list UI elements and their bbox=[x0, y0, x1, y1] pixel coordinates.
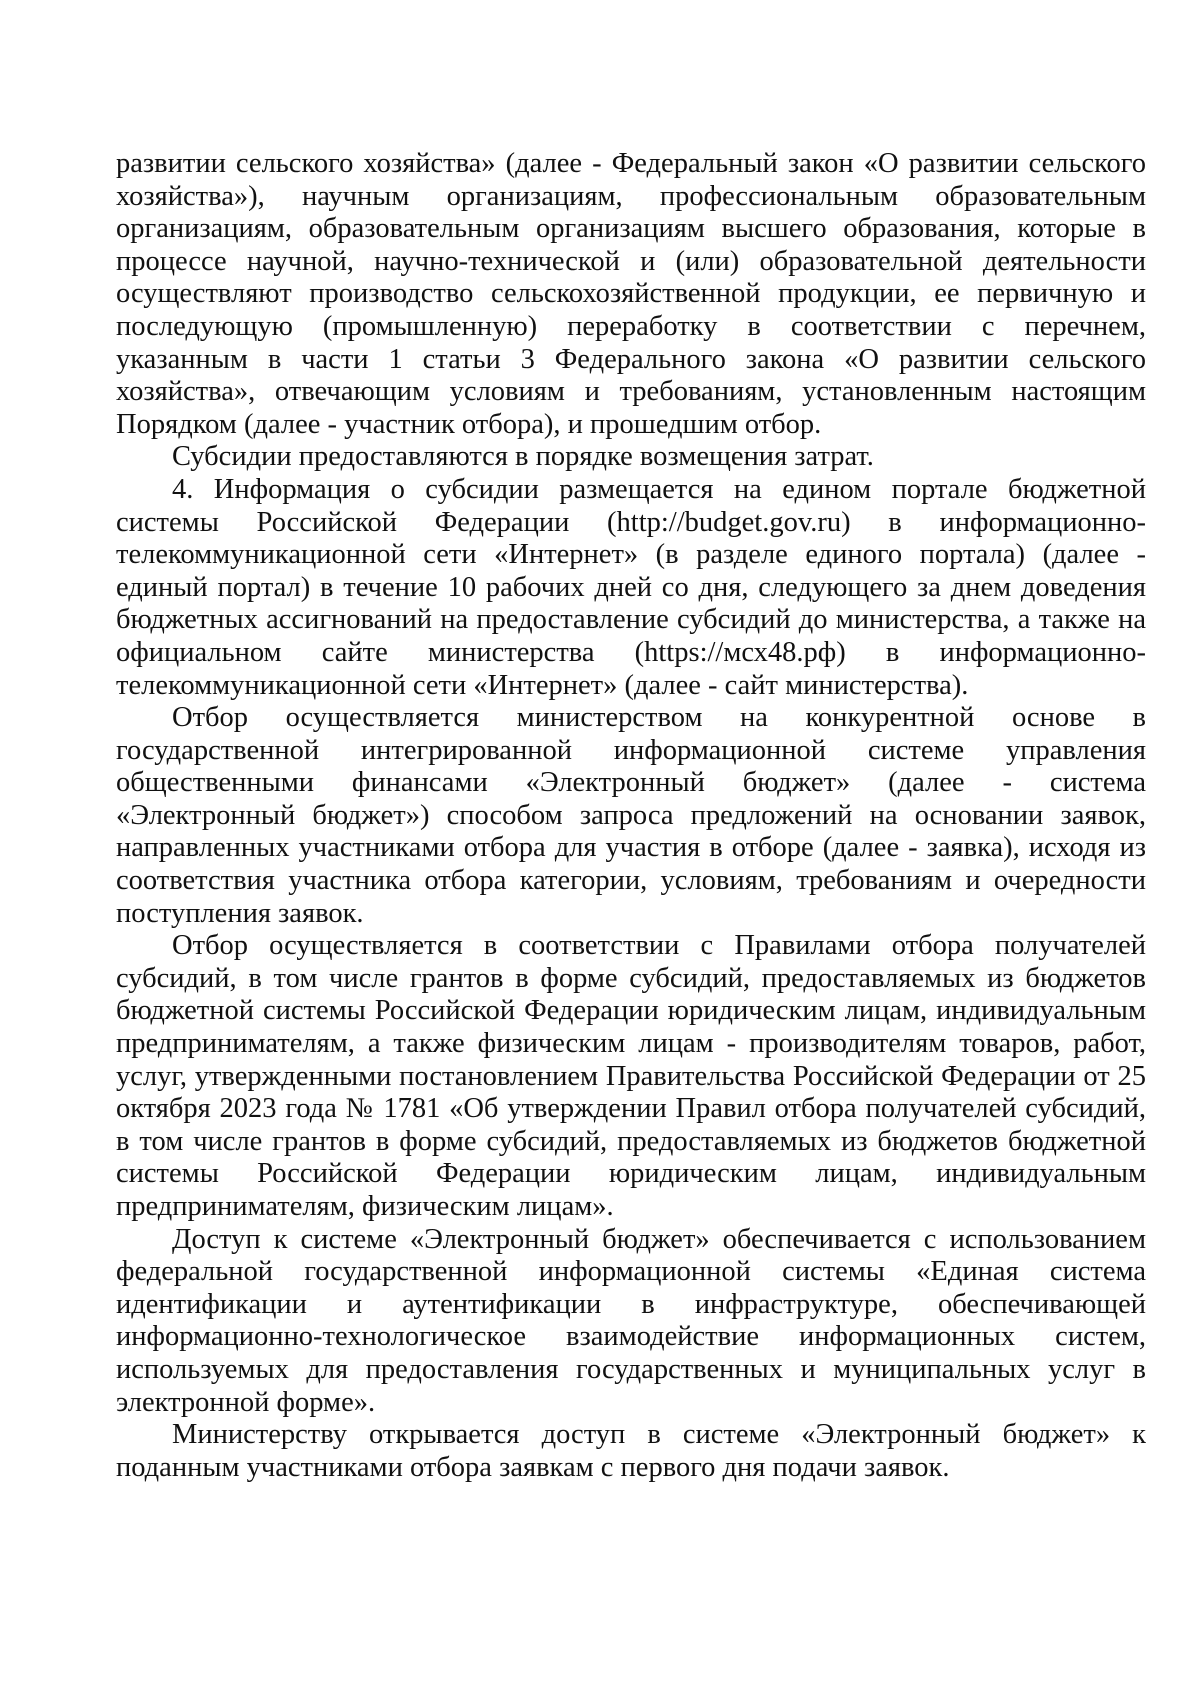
paragraph-item-4: 4. Информация о субсидии размещается на едином портале бюджетной системы Российской Федерации (http://budget.gov.ru) в информационно-телекоммуникационной сети «Интернет» (в разделе единого портала) (далее - единый портал) в течение 10 рабочих дней со дня, следующего за днем доведения бюджетных ассигнований на предоставление субсидий до министерства, а также на официальном сайте министерства (https://мсх48.рф) в информационно-телекоммуникационной сети «Интернет» (далее - сайт министерства). bbox=[116, 473, 1146, 701]
paragraph-continuation: развитии сельского хозяйства» (далее - Федеральный закон «О развитии сельского хозяйства»), научным организациям, профессиональным образовательным организациям, образовательным организациям высшего образования, которые в процессе научной, научно-технической и (или) образовательной деятельности осуществляют производство сельскохозяйственной продукции, ее первичную и последующую (промышленную) переработку в соответствии с перечнем, указанным в части 1 статьи 3 Федерального закона «О развитии сельского хозяйства», отвечающим условиям и требованиям, установленным настоящим Порядком (далее - участник отбора), и прошедшим отбор. bbox=[116, 148, 1146, 440]
paragraph-ministry-access: Министерству открывается доступ в системе «Электронный бюджет» к поданным участниками отбора заявкам с первого дня подачи заявок. bbox=[116, 1419, 1146, 1483]
paragraph-selection-rules: Отбор осуществляется в соответствии с Правилами отбора получателей субсидий, в том числе грантов в форме субсидий, предоставляемых из бюджетов бюджетной системы Российской Федерации юридическим лицам, индивидуальным предпринимателям, а также физическим лицам - производителям товаров, работ, услуг, утвержденными постановлением Правительства Российской Федерации от 25 октября 2023 года № 1781 «Об утверждении Правил отбора получателей субсидий, в том числе грантов в форме субсидий, предоставляемых из бюджетов бюджетной системы Российской Федерации юридическим лицам, индивидуальным предпринимателям, физическим лицам». bbox=[116, 930, 1146, 1222]
paragraph-selection-system: Отбор осуществляется министерством на конкурентной основе в государственной интегрированной информационной системе управления общественными финансами «Электронный бюджет» (далее - система «Электронный бюджет») способом запроса предложений на основании заявок, направленных участниками отбора для участия в отборе (далее - заявка), исходя из соответствия участника отбора категории, условиям, требованиям и очередности поступления заявок. bbox=[116, 702, 1146, 929]
paragraph-subsidy-mode: Субсидии предоставляются в порядке возмещения затрат. bbox=[172, 441, 874, 473]
paragraph-system-access: Доступ к системе «Электронный бюджет» обеспечивается с использованием федеральной государственной информационной системы «Единая система идентификации и аутентификации в инфраструктуре, обеспечивающей информационно-технологическое взаимодействие информационных систем, используемых для предоставления государственных и муниципальных услуг в электронной форме». bbox=[116, 1223, 1146, 1418]
document-body bbox=[116, 148, 1146, 1484]
